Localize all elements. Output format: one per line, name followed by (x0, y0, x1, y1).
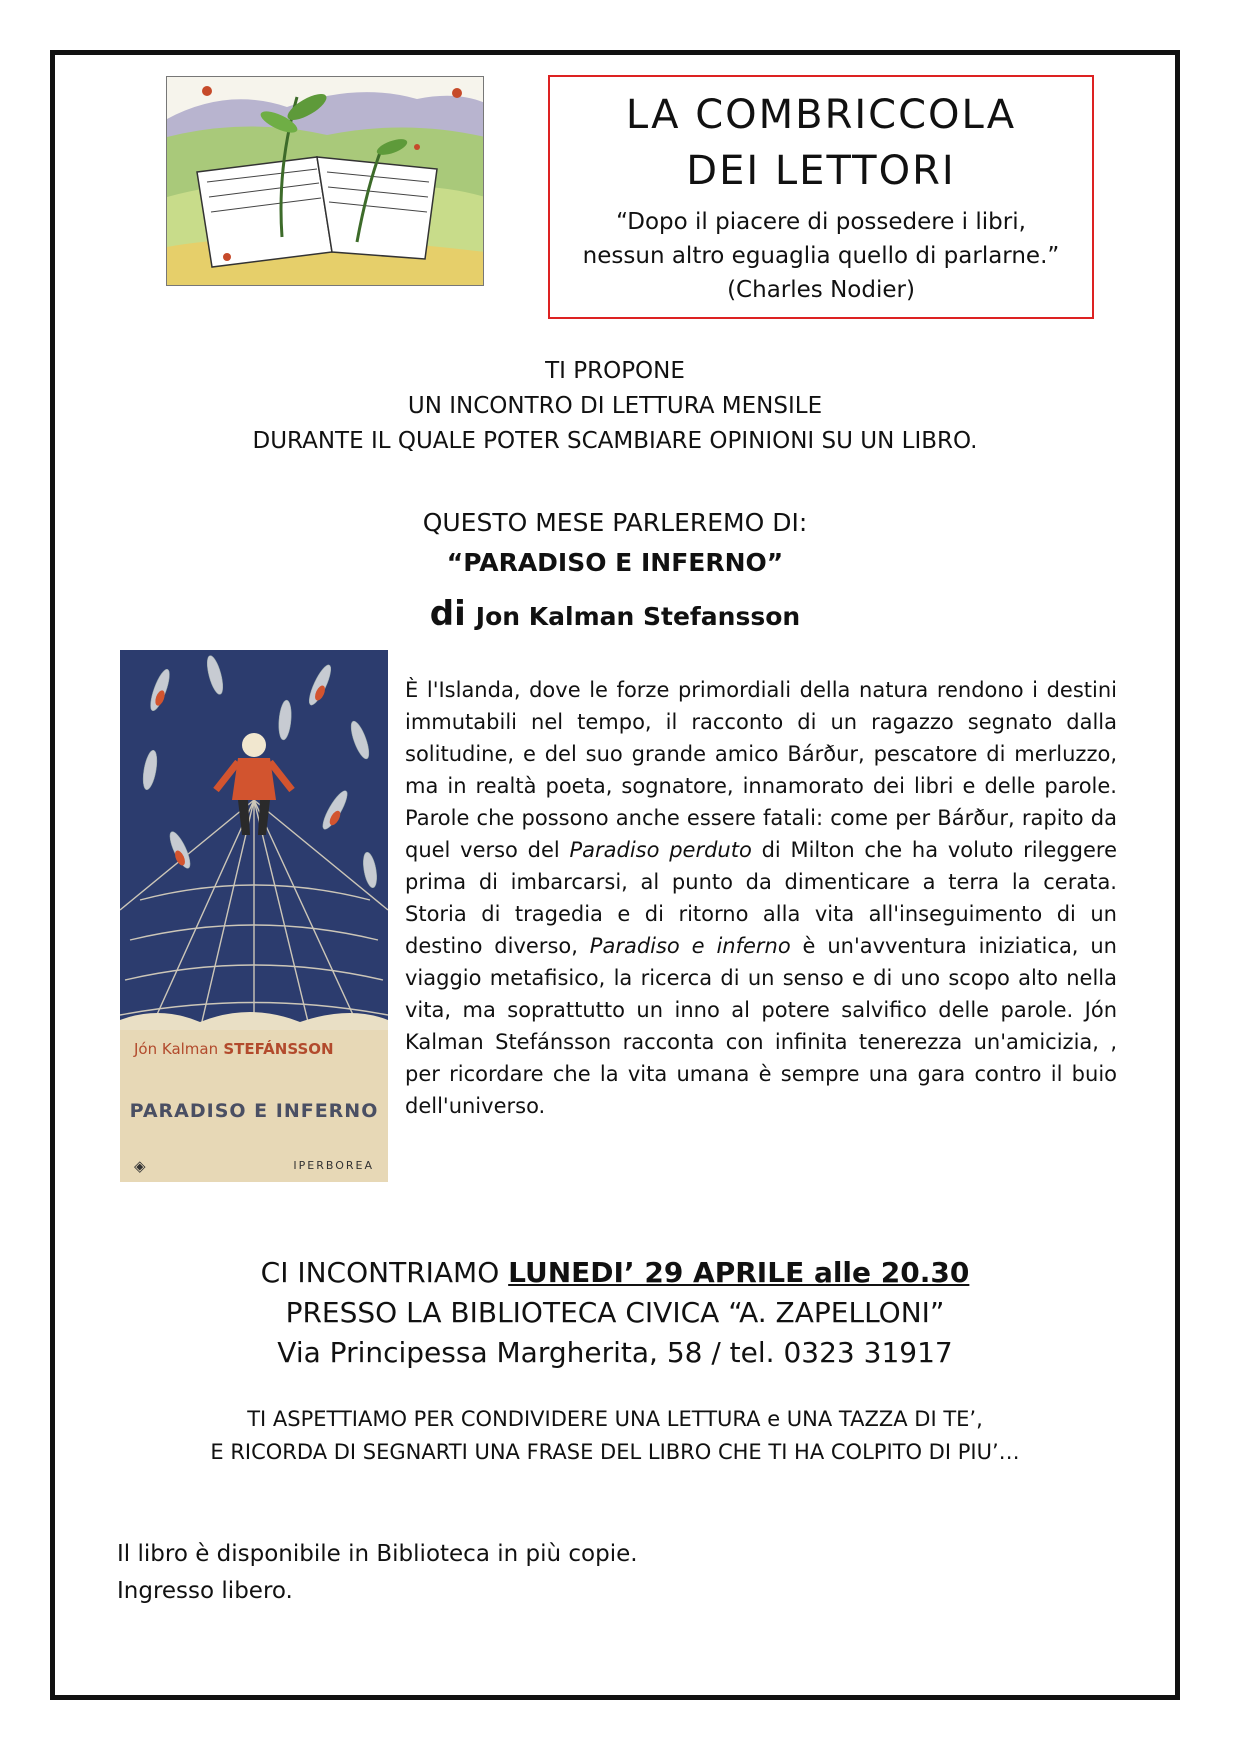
month-label: QUESTO MESE PARLEREMO DI: (422, 508, 808, 537)
invitation-line-1: TI ASPETTIAMO PER CONDIVIDERE UNA LETTURA e UNA TAZZA DI TE’, (247, 1407, 983, 1431)
title-line-2: DEI LETTORI (686, 148, 956, 194)
description-emphasis-2: Paradiso e inferno (589, 934, 791, 958)
book-cover (120, 650, 388, 1182)
description-part-2: di Milton che ha voluto rileggere prima di imbarcarsi, al punto da dimenticare a terra la cerata. Storia di tragedia e di ritorno alla vita all'inseguimento di un destino diverso, (405, 838, 1117, 958)
meeting-address: Via Principessa Margherita, 58 / tel. 0323 31917 (277, 1336, 953, 1369)
book-author: Jon Kalman Stefansson (475, 602, 801, 631)
cover-title: PARADISO E INFERNO (129, 1100, 379, 1122)
title-line-1: LA COMBRICCOLA (625, 92, 1017, 138)
quote-author: (Charles Nodier) (727, 277, 915, 303)
quote-line-2: nessun altro eguaglia quello di parlarne.” (582, 243, 1060, 269)
meeting-details (55, 1253, 1175, 1373)
book-byline (55, 588, 1175, 646)
intro-text (55, 354, 1175, 459)
cover-author-last: STEFÁNSSON (223, 1040, 334, 1058)
book-plant-illustration (166, 76, 484, 286)
quote (550, 205, 1092, 307)
invitation-line-2: E RICORDA DI SEGNARTI UNA FRASE DEL LIBRO CHE TI HA COLPITO DI PIU’… (210, 1440, 1020, 1464)
publisher-logo-icon: ◈ (134, 1157, 146, 1175)
footer-notes (117, 1536, 638, 1610)
meeting-date: LUNEDI’ 29 APRILE alle 20.30 (508, 1256, 970, 1289)
meeting-place: PRESSO LA BIBLIOTECA CIVICA “A. ZAPELLONI” (285, 1296, 945, 1329)
intro-line-3: DURANTE IL QUALE POTER SCAMBIARE OPINIONI SU UN LIBRO. (252, 428, 978, 454)
meeting-line-1 (55, 1253, 1175, 1293)
quote-line-1: “Dopo il piacere di possedere i libri, (616, 209, 1026, 235)
cover-publisher: IPERBOREA (293, 1159, 374, 1172)
book-description (405, 674, 1117, 1122)
title-box (548, 75, 1094, 319)
intro-line-2: UN INCONTRO DI LETTURA MENSILE (407, 393, 823, 419)
by-word: di (429, 594, 466, 634)
meeting-prefix: CI INCONTRIAMO (260, 1256, 509, 1289)
footer-line-2: Ingresso libero. (117, 1578, 293, 1604)
cover-illustration (120, 650, 388, 1030)
description-part-1: È l'Islanda, dove le forze primordiali della natura rendono i destini immutabili nel tempo, il racconto di un ragazzo segnato dalla solitudine, e del suo grande amico Bárður, pescatore di merluzzo, ma in realtà poeta, sognatore, innamorato dei libri e delle parole. Parole che possono anche essere fatali: come per Bárður, rapito da quel verso del (405, 678, 1117, 862)
footer-line-1: Il libro è disponibile in Biblioteca in più copie. (117, 1541, 638, 1567)
cover-author-first: Jón Kalman (134, 1040, 219, 1058)
description-emphasis-1: Paradiso perduto (569, 838, 752, 862)
description-part-3: è un'avventura iniziatica, un viaggio metafisico, la ricerca di un senso e di uno scopo alto nella vita, ma soprattutto un inno al potere salvifico delle parole. Jón Kalman Stefánsson racconta con infinita tenerezza un'amicizia, , per ricordare che la vita umana è sempre una gara contro il buio dell'universo. (405, 934, 1117, 1118)
cover-author (134, 1040, 334, 1058)
intro-line-1: TI PROPONE (545, 358, 685, 384)
invitation (55, 1403, 1175, 1469)
book-title: “PARADISO E INFERNO” (446, 548, 784, 577)
